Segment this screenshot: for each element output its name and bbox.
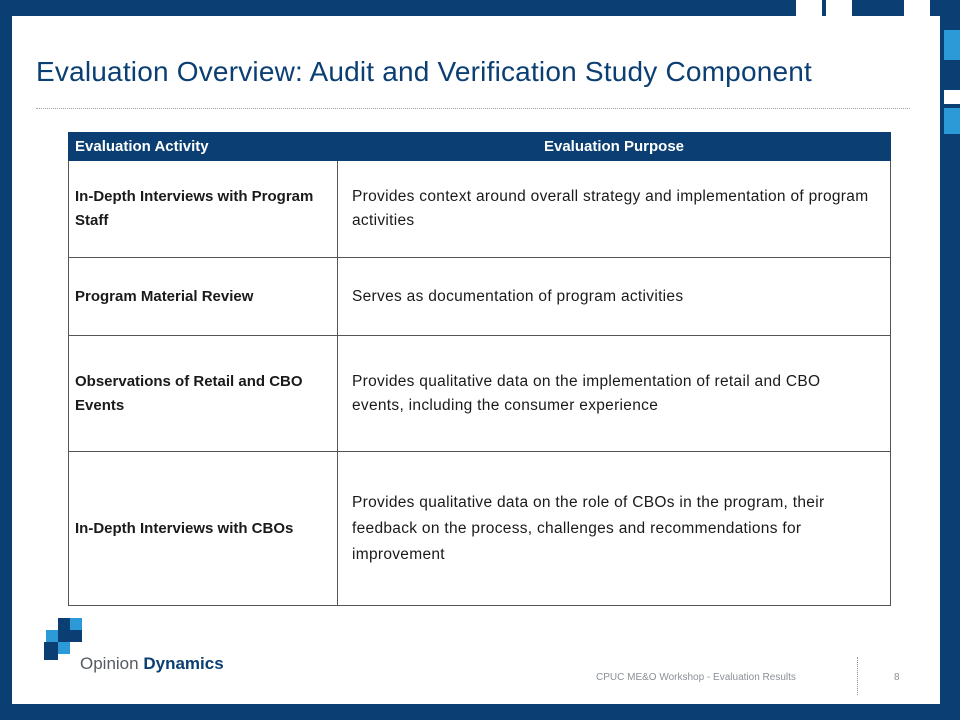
purpose-cell: Serves as documentation of program activities — [338, 258, 891, 336]
activity-cell: Program Material Review — [69, 258, 338, 336]
table-header-row — [69, 133, 891, 161]
page-number: 8 — [894, 672, 900, 683]
table-row — [69, 161, 891, 258]
decorative-square — [826, 0, 852, 16]
decorative-square — [904, 0, 930, 16]
column-header-activity: Evaluation Activity — [69, 133, 338, 161]
activity-cell: In-Depth Interviews with Program Staff — [69, 161, 338, 258]
brand-name-strong: Dynamics — [143, 654, 224, 673]
evaluation-table — [68, 132, 891, 606]
footer-divider — [857, 657, 858, 695]
decorative-square — [944, 90, 960, 104]
purpose-cell: Provides qualitative data on the implementation of retail and CBO events, including the consumer experience — [338, 336, 891, 452]
purpose-cell: Provides context around overall strategy and implementation of program activities — [338, 161, 891, 258]
purpose-cell: Provides qualitative data on the role of CBOs in the program, their feedback on the process, challenges and recommendations for improvement — [338, 452, 891, 606]
slide-title: Evaluation Overview: Audit and Verification Study Component — [36, 56, 813, 87]
table-row — [69, 258, 891, 336]
activity-cell: In-Depth Interviews with CBOs — [69, 452, 338, 606]
footer-text: CPUC ME&O Workshop - Evaluation Results — [596, 672, 796, 683]
brand-name-light: Opinion — [80, 654, 139, 673]
decorative-square — [856, 0, 872, 16]
brand-name — [80, 654, 224, 674]
activity-cell: Observations of Retail and CBO Events — [69, 336, 338, 452]
decorative-square — [944, 30, 960, 60]
decorative-square — [944, 108, 960, 134]
decorative-square — [796, 0, 822, 16]
title-divider — [36, 108, 910, 109]
table-row — [69, 336, 891, 452]
table-row — [69, 452, 891, 606]
column-header-purpose: Evaluation Purpose — [338, 133, 891, 161]
